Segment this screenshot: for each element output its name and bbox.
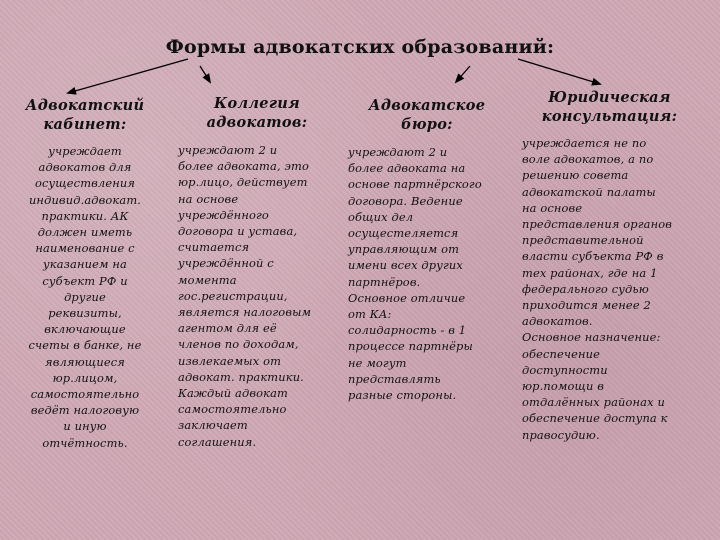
arrow-to-byuro bbox=[456, 66, 470, 82]
column-heading: Юридическая консультация: bbox=[541, 89, 678, 125]
arrow-to-kollegiya bbox=[200, 66, 210, 82]
column-heading: Коллегия адвокатов: bbox=[206, 95, 308, 131]
column-heading: Адвокатский кабинет: bbox=[25, 97, 145, 133]
column-body: учреждают 2 и более адвоката на основе партнёрского договора. Ведение общих дел осущестеляется управляющим от имени всех других партнёров. Основное отличие от КА: солидарность - в 1 процессе партнёры не могут представлять разные стороны. bbox=[348, 145, 482, 403]
page-title: Формы адвокатских образований: bbox=[165, 36, 555, 58]
column-kollegiya-advokatov bbox=[178, 86, 336, 450]
column-advokatskoe-byuro bbox=[348, 86, 506, 403]
column-body: учреждает адвокатов для осуществления индивид.адвокат. практики. АК должен иметь наименование с указанием на субъект РФ и другие реквизиты, включающие счеты в банке, не являющиеся юр.лицом, самостоятельно ведёт налоговую и иную отчётность. bbox=[28, 144, 142, 450]
arrow-to-konsultaciya bbox=[518, 59, 600, 84]
column-yuridicheskaya-konsultaciya bbox=[522, 86, 697, 443]
column-heading: Адвокатское бюро: bbox=[368, 97, 486, 133]
column-body: учреждают 2 и более адвоката, это юр.лицо, действует на основе учреждённого договора и устава, считается учреждённой с момента гос.регистрации, является налоговым агентом для её членов по доходам, извлекаемых от адвокат. практики. Каждый адвокат самостоятельно заключает соглашения. bbox=[178, 143, 312, 449]
column-advokatskiy-kabinet bbox=[10, 86, 160, 451]
column-body: учреждается не по воле адвокатов, а по решению совета адвокатской палаты на основе представления органов представительной власти субъекта РФ в тех районах, где на 1 федерального судью приходится менее 2 адвокатов. Основное назначение: обеспечение доступности юр.помощи в отдалённых районах и обеспечение доступа к правосудию. bbox=[522, 136, 673, 442]
